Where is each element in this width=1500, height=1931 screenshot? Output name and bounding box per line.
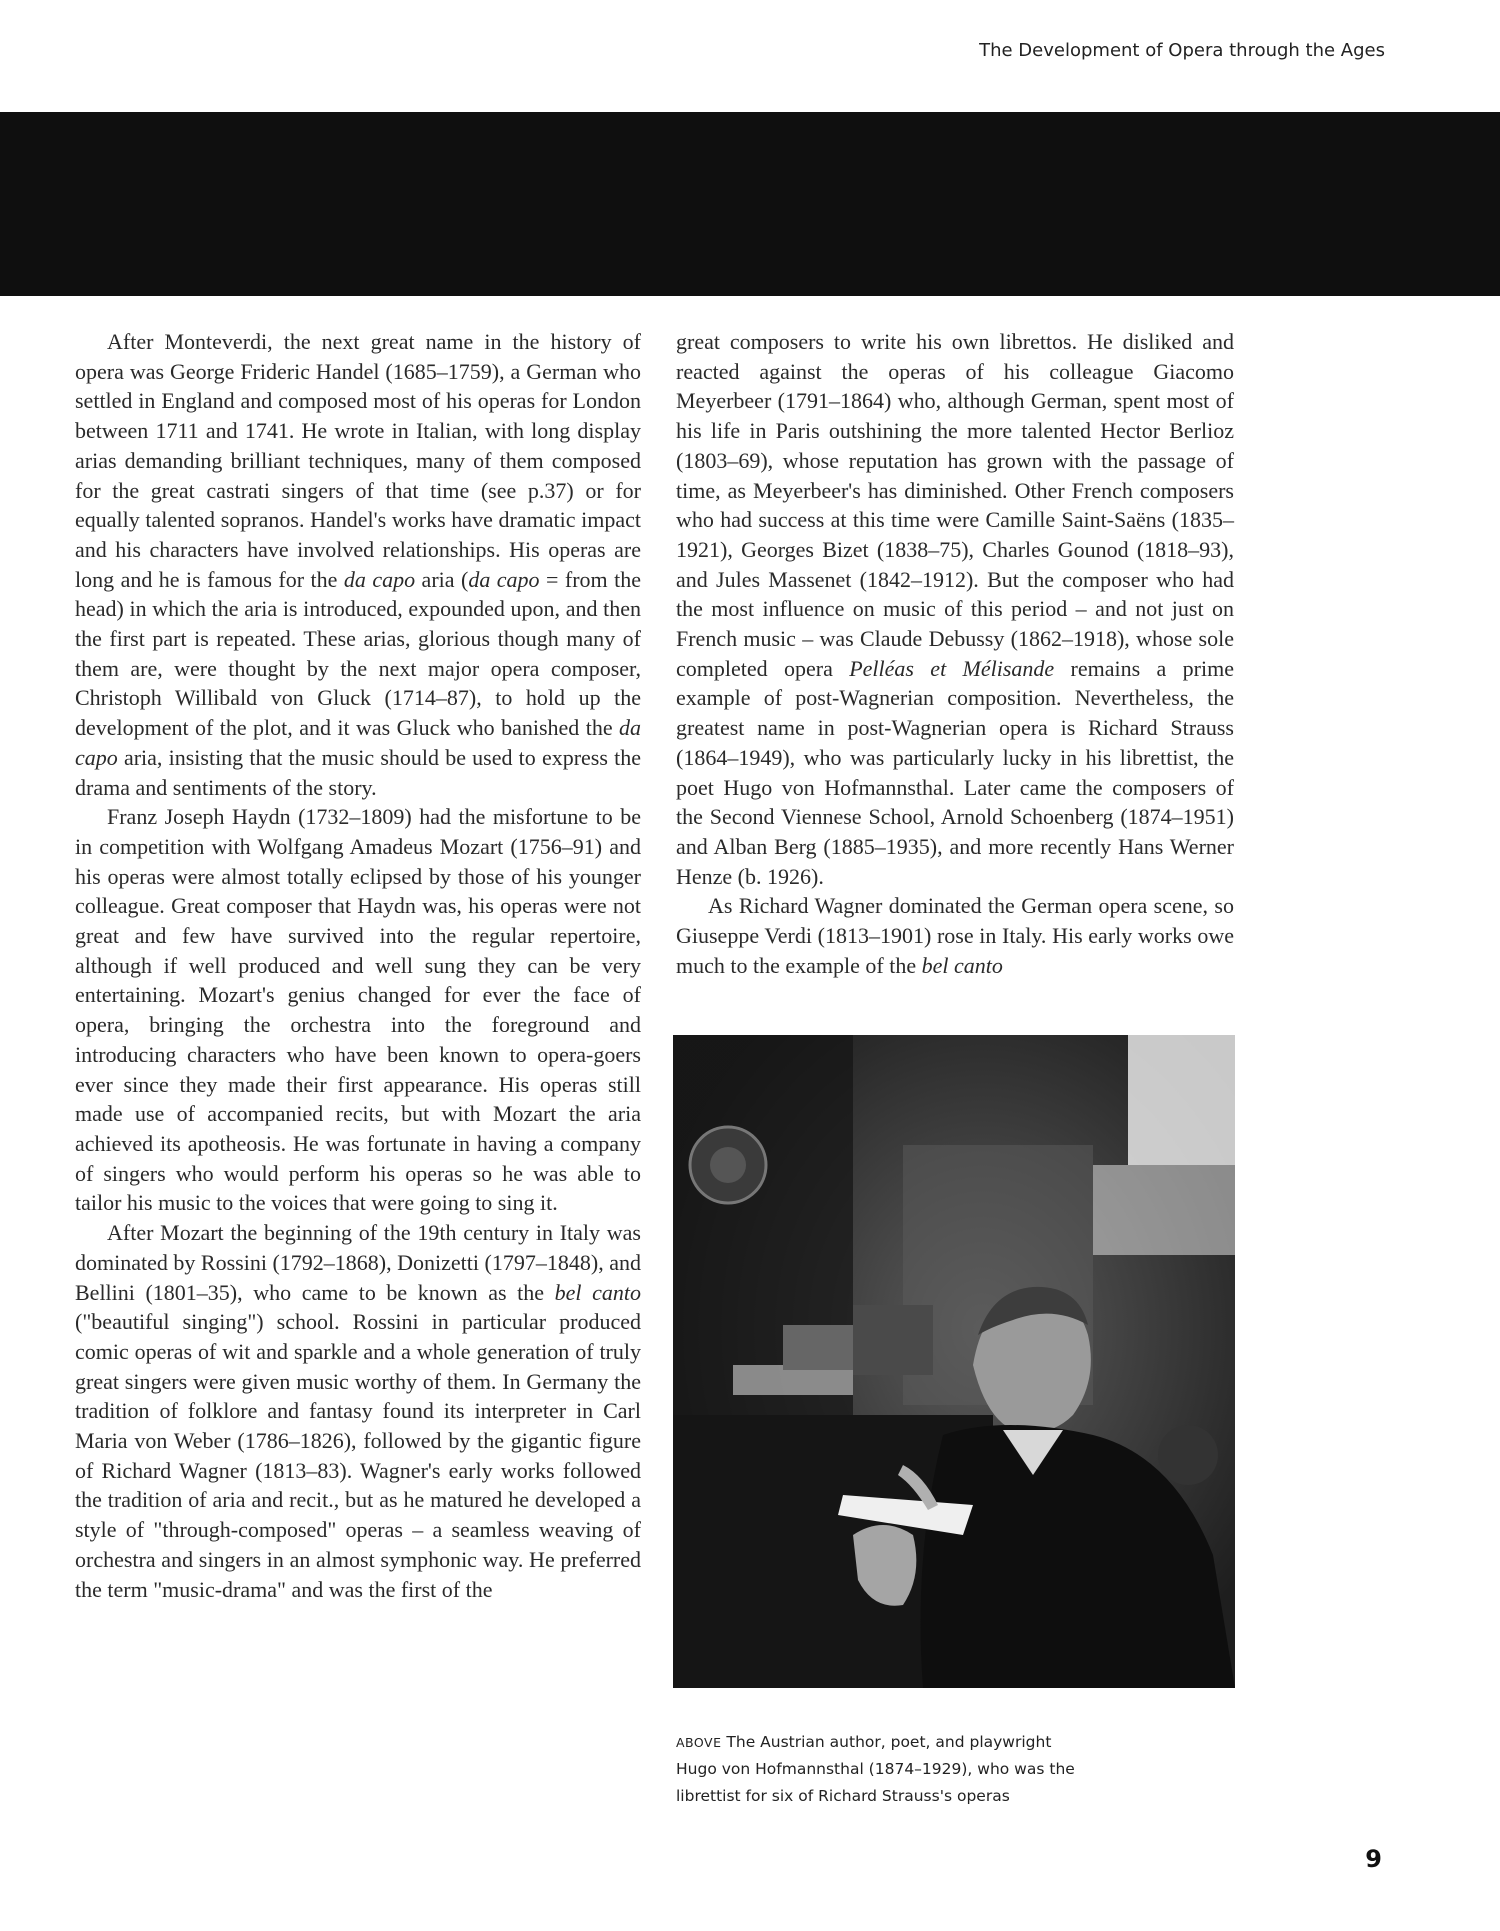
paragraph-haydn-mozart: Franz Joseph Haydn (1732–1809) had the misfortune to be in competition with Wolfgang Amadeus Mozart (1756–91) and his operas were almost totally eclipsed by those of his younger colleague. Great composer that Haydn was, his operas were not great and few have survived into the regular repertoire, although if well produced and well sung they can be very entertaining. Mozart's genius changed for ever the face of opera, bringing the orchestra into the foreground and introducing characters who have been known to opera-goers ever since they made their first appearance. His operas still made use of accompanied recits, but with Mozart the aria achieved its apotheosis. He was fortunate in having a company of singers who would perform his operas so he was able to tailor his music to the voices that were going to sing it. [75,804,641,1216]
running-title: The Development of Opera through the Ages [979,40,1385,61]
caption-text: The Austrian author, poet, and playwright Hugo von Hofmannsthal (1874–1929), who was the librettist for six of Richard Strauss's operas [676,1733,1075,1805]
right-column [676,327,1234,980]
caption-lead: ABOVE [676,1735,722,1750]
paragraph-post-wagnerian: great composers to write his own librettos. He disliked and reacted against the operas of his colleague Giacomo Meyerbeer (1791–1864) who, although German, spent most of his life in Paris outshining the more talented Hector Berlioz (1803–69), whose reputation has grown with the passage of time, as Meyerbeer's has diminished. Other French composers who had success at this time were Camille Saint-Saëns (1835–1921), Georges Bizet (1838–75), Charles Gounod (1818–93), and Jules Massenet (1842–1912). But the composer who had the most influence on music of this period – and not just on French music – was Claude Debussy (1862–1918), whose sole completed opera Pelléas et Mélisande remains a prime example of post-Wagnerian composition. Nevertheless, the greatest name in post-Wagnerian opera is Richard Strauss (1864–1949), who was particularly lucky in his librettist, the poet Hugo von Hofmannsthal. Later came the composers of the Second Viennese School, Arnold Schoenberg (1874–1951) and Alban Berg (1885–1935), and more recently Hans Werner Henze (b. 1926). [676,329,1234,889]
portrait-illustration [673,1035,1235,1688]
hofmannsthal-photo [673,1035,1235,1688]
paragraph-verdi: As Richard Wagner dominated the German opera scene, so Giuseppe Verdi (1813–1901) rose in Italy. His early works owe much to the example of the bel canto [676,893,1234,978]
header-band [0,112,1500,296]
paragraph-handel-gluck: After Monteverdi, the next great name in the history of opera was George Frideric Handel (1685–1759), a German who settled in England and composed most of his operas for London between 1711 and 1741. He wrote in Italian, with long display arias demanding brilliant techniques, many of them composed for the great castrati singers of that time (see p.37) or for equally talented sopranos. Handel's works have dramatic impact and his characters have involved relationships. His operas are long and he is famous for the da capo aria (da capo = from the head) in which the aria is introduced, expounded upon, and then the first part is repeated. These arias, glorious though many of them are, were thought by the next major opera composer, Christoph Willibald von Gluck (1714–87), to hold up the development of the plot, and it was Gluck who banished the da capo aria, insisting that the music should be used to express the drama and sentiments of the story. [75,329,642,800]
paragraph-bel-canto-wagner: After Mozart the beginning of the 19th century in Italy was dominated by Rossini (1792–1868), Donizetti (1797–1848), and Bellini (1801–35), who came to be known as the bel canto ("beautiful singing") school. Rossini in particular produced comic operas of wit and sparkle and a whole generation of truly great singers were given music worthy of them. In Germany the tradition of folklore and fantasy found its interpreter in Carl Maria von Weber (1786–1826), followed by the gigantic figure of Richard Wagner (1813–83). Wagner's early works followed the tradition of aria and recit., but as he matured he developed a style of "through-composed" operas – a seamless weaving of orchestra and singers in an almost symphonic way. He preferred the term "music-drama" and was the first of the [75,1220,641,1602]
left-column [75,327,641,1604]
photo-caption [676,1729,1096,1810]
page-number: 9 [1365,1845,1382,1873]
